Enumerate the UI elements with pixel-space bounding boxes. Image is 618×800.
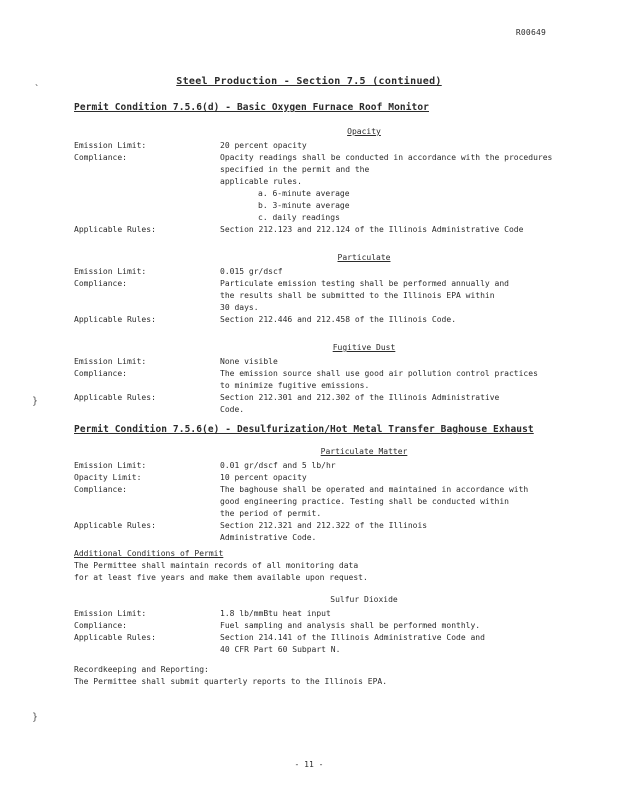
table-row (74, 644, 554, 656)
row-label (74, 532, 220, 544)
row-value: Opacity readings shall be conducted in accordance with the procedures specified in the permit and the (220, 153, 553, 174)
list-item: c. daily readings (258, 213, 340, 222)
row-label: Compliance: (74, 621, 127, 630)
table-row (74, 392, 554, 404)
paragraph-line: The Permittee shall maintain records of all monitoring data (74, 561, 359, 570)
row-value: None visible (220, 357, 278, 366)
table-row (74, 278, 554, 290)
row-value: Code. (220, 405, 245, 414)
row-value: 40 CFR Part 60 Subpart N. (220, 645, 341, 654)
scan-mark: } (32, 396, 39, 407)
row-label: Emission Limit: (74, 141, 147, 150)
table-row (74, 356, 554, 368)
row-label: Compliance: (74, 369, 127, 378)
block-heading: Particulate Matter (320, 447, 408, 456)
recordkeeping-paragraph (74, 664, 544, 688)
table-row (74, 380, 554, 392)
list-item: a. 6-minute average (258, 189, 350, 198)
row-value: Section 212.123 and 212.124 of the Illinois Administrative Code (220, 225, 524, 234)
block-heading: Sulfur Dioxide (330, 595, 398, 604)
page-title: Steel Production - Section 7.5 (continued) (176, 76, 442, 87)
table-row (74, 484, 554, 496)
row-label (74, 290, 220, 302)
row-label (74, 302, 220, 314)
row-value: good engineering practice. Testing shall be conducted within (220, 497, 509, 506)
row-label (74, 404, 220, 416)
row-label: Compliance: (74, 153, 127, 162)
table-row (74, 290, 554, 302)
row-label (74, 644, 220, 656)
particulate-matter-block (74, 446, 554, 544)
row-value: the period of permit. (220, 509, 322, 518)
block-heading: Fugitive Dust (332, 343, 396, 352)
table-row (74, 176, 554, 188)
table-row (74, 266, 554, 278)
row-label: Emission Limit: (74, 461, 147, 470)
row-label: Emission Limit: (74, 609, 147, 618)
row-label (74, 380, 220, 392)
table-row (74, 404, 554, 416)
table-row (74, 508, 554, 520)
document-id: R00649 (515, 28, 546, 37)
row-label: Applicable Rules: (74, 315, 156, 324)
row-value: Section 212.446 and 212.458 of the Illinois Code. (220, 315, 457, 324)
row-value: The baghouse shall be operated and maintained in accordance with (220, 485, 529, 494)
row-label: Compliance: (74, 279, 127, 288)
table-row (74, 532, 554, 544)
row-label: Opacity Limit: (74, 473, 142, 482)
row-label: Emission Limit: (74, 267, 147, 276)
row-label (74, 508, 220, 520)
table-row (74, 520, 554, 532)
table-row (74, 302, 554, 314)
sulfur-dioxide-block (74, 594, 554, 656)
table-row (74, 314, 554, 326)
row-value: Fuel sampling and analysis shall be performed monthly. (220, 621, 481, 630)
row-value: 30 days. (220, 303, 259, 312)
scan-mark: } (32, 712, 39, 723)
row-value: Section 212.301 and 212.302 of the Illinois Administrative (220, 393, 500, 402)
row-label (74, 496, 220, 508)
paragraph-line: for at least five years and make them available upon request. (74, 573, 368, 582)
block-heading: Particulate (337, 253, 391, 262)
scan-mark: ` (34, 84, 41, 95)
row-value: to minimize fugitive emissions. (220, 381, 370, 390)
row-label: Applicable Rules: (74, 393, 156, 402)
row-label: Applicable Rules: (74, 521, 156, 530)
row-value: 0.01 gr/dscf and 5 lb/hr (220, 461, 336, 470)
table-row (74, 460, 554, 472)
row-value: Administrative Code. (220, 533, 317, 542)
list-item: b. 3-minute average (258, 201, 350, 210)
row-value: the results shall be submitted to the Illinois EPA within (220, 291, 495, 300)
table-row (74, 152, 554, 176)
table-row (74, 496, 554, 508)
section-heading: Permit Condition 7.5.6(e) - Desulfurization/Hot Metal Transfer Baghouse Exhaust (74, 424, 534, 435)
row-label: Applicable Rules: (74, 225, 156, 234)
table-row (74, 620, 554, 632)
table-row (74, 368, 554, 380)
row-value: 20 percent opacity (220, 141, 307, 150)
row-value: 10 percent opacity (220, 473, 307, 482)
row-value: Particulate emission testing shall be performed annually and (220, 279, 509, 288)
paragraph-line: The Permittee shall submit quarterly reports to the Illinois EPA. (74, 677, 388, 686)
block-heading: Opacity (347, 127, 381, 136)
table-row (74, 472, 554, 484)
row-label: Applicable Rules: (74, 633, 156, 642)
row-label (74, 176, 220, 188)
particulate-block (74, 252, 554, 326)
table-row (74, 140, 554, 152)
page-number: - 11 - (294, 760, 324, 769)
row-value: 0.015 gr/dscf (220, 267, 283, 276)
row-value: 1.8 lb/mmBtu heat input (220, 609, 331, 618)
row-value: Section 214.141 of the Illinois Administrative Code and (220, 633, 485, 642)
row-label: Emission Limit: (74, 357, 147, 366)
row-value: applicable rules. (220, 177, 302, 186)
row-value: Section 212.321 and 212.322 of the Illinois (220, 521, 428, 530)
paragraph-heading: Additional Conditions of Permit (74, 549, 224, 558)
table-row (74, 608, 554, 620)
row-label: Compliance: (74, 485, 127, 494)
row-value: The emission source shall use good air pollution control practices (220, 369, 538, 378)
section-heading: Permit Condition 7.5.6(d) - Basic Oxygen Furnace Roof Monitor (74, 102, 429, 113)
table-row (74, 224, 554, 236)
paragraph-line: Recordkeeping and Reporting: (74, 665, 209, 674)
fugitive-dust-block (74, 342, 554, 416)
opacity-block (74, 126, 554, 236)
table-row (74, 632, 554, 644)
additional-conditions-paragraph (74, 548, 544, 584)
